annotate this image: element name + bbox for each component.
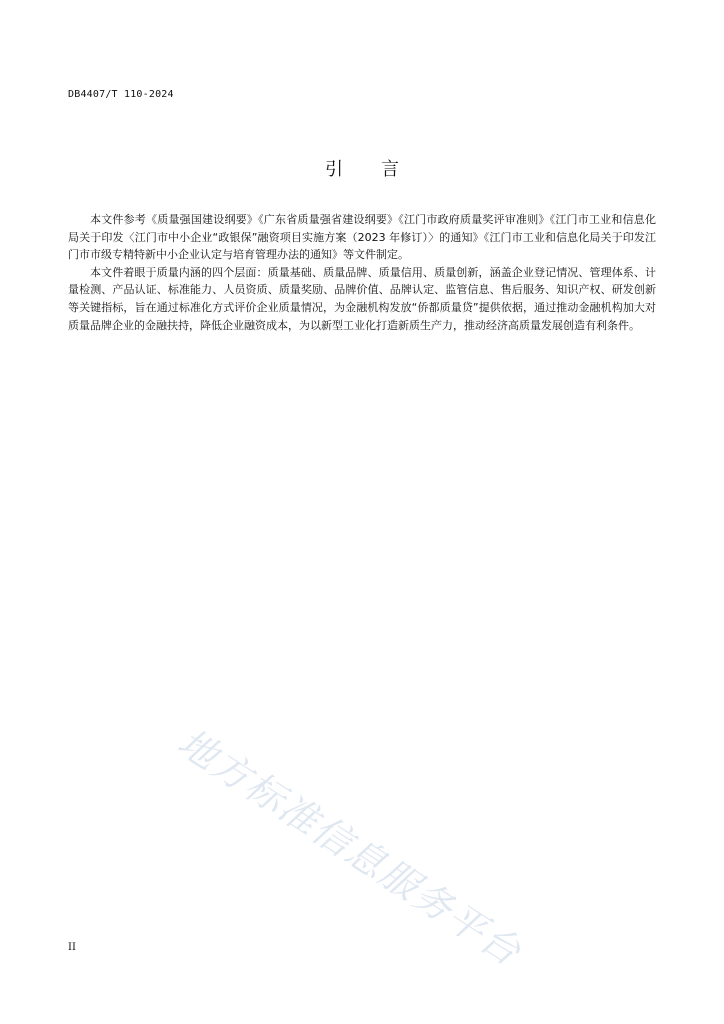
document-code: DB4407/T 110-2024 <box>68 89 174 100</box>
watermark: 地方标准信息服务平台 <box>170 719 530 975</box>
page-number: II <box>68 942 76 953</box>
paragraph: 本文件着眼于质量内涵的四个层面：质量基础、质量品牌、质量信用、质量创新，涵盖企业登记情况、管理体系、计量检测、产品认证、标准能力、人员资质、质量奖励、品牌价值、品牌认定、监管信息、售后服务、知识产权、研发创新等关键指标，旨在通过标准化方式评价企业质量情况，为金融机构发放“侨都质量贷”提供依据，通过推动金融机构加大对质量品牌企业的金融扶持，降低企业融资成本，为以新型工业化打造新质生产力，推动经济高质量发展创造有利条件。 <box>68 265 656 332</box>
body-text <box>68 211 656 334</box>
page-title: 引言 <box>325 159 437 180</box>
paragraph: 本文件参考《质量强国建设纲要》《广东省质量强省建设纲要》《江门市政府质量奖评审准则》《江门市工业和信息化局关于印发〈江门市中小企业“政银保”融资项目实施方案（2023 年修订）〉的通知》《江门市工业和信息化局关于印发江门市市级专精特新中小企业认定与培育管理办法的通知》等文件制定。 <box>68 213 656 262</box>
